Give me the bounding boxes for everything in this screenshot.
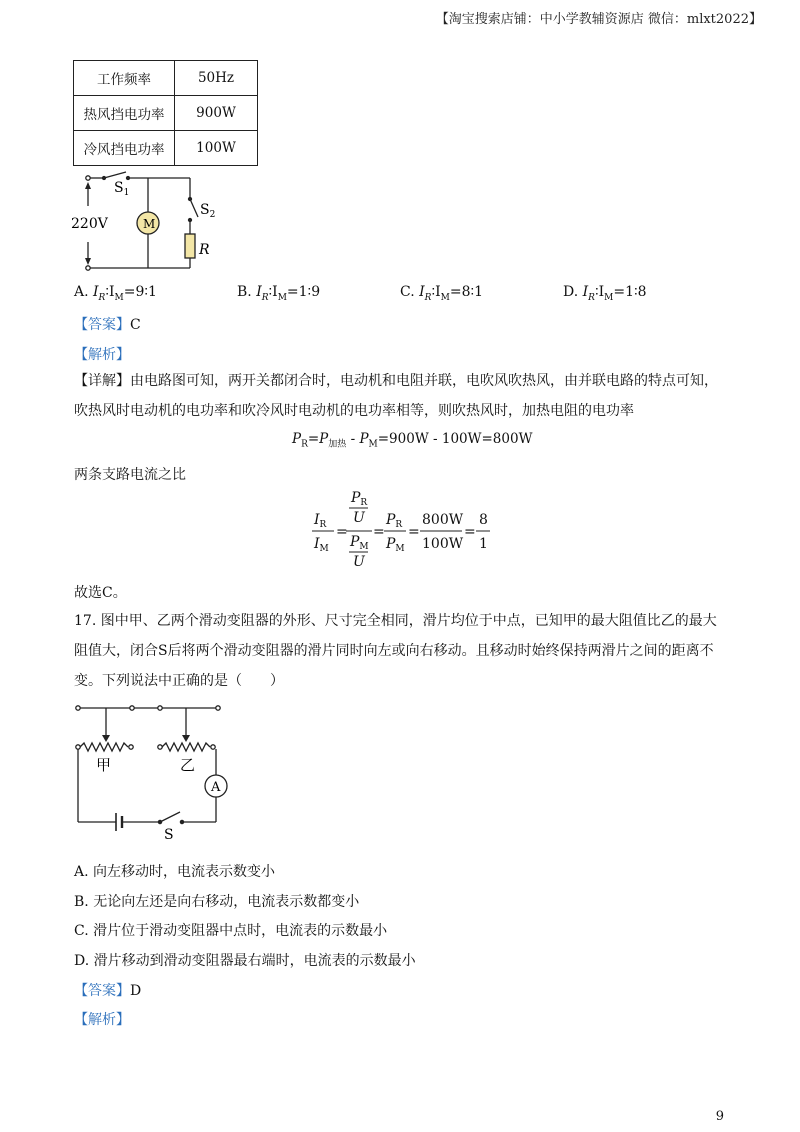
table-cell-value: 900W bbox=[175, 96, 258, 131]
hair-dryer-circuit-diagram bbox=[68, 170, 238, 278]
spec-table bbox=[73, 60, 258, 166]
q17-question-text: 17. 图中甲、乙两个滑动变阻器的外形、尺寸完全相同，滑片均位于中点，已知甲的最大阻值比乙的最大阻值大，闭合S后将两个滑动变阻器的滑片同时向左或向右移动。且移动时始终保持两滑片之间的距离不变。下列说法中正确的是（ ） bbox=[74, 613, 717, 689]
svg-text:=: = bbox=[408, 524, 420, 540]
table-row bbox=[74, 61, 258, 96]
rheostat-circuit-diagram bbox=[70, 700, 240, 840]
q16-answer bbox=[74, 314, 141, 334]
q16-conclusion: 故选C。 bbox=[74, 585, 127, 601]
table-cell-key: 冷风挡电功率 bbox=[74, 131, 175, 166]
rheostat-jia-label: 甲 bbox=[96, 756, 112, 774]
table-cell-value: 100W bbox=[175, 131, 258, 166]
motor-label: M bbox=[143, 217, 156, 231]
svg-text:IM: $I_M$ bbox=[314, 536, 329, 554]
resistor-label: R bbox=[199, 242, 210, 258]
answer-label: 【答案】 bbox=[74, 317, 130, 333]
answer-value: D bbox=[130, 983, 142, 999]
q16-ratio-text: 两条支路电流之比 bbox=[74, 467, 186, 483]
table-cell-value: 50Hz bbox=[175, 61, 258, 96]
q17-answer bbox=[74, 980, 141, 1000]
q17-option-d: D. 滑片移动到滑动变阻器最右端时，电流表的示数最小 bbox=[74, 953, 416, 969]
switch-s-label: S bbox=[164, 827, 174, 840]
q16-option-c: C. $I_R∶I_M=8∶1$ bbox=[400, 284, 484, 303]
svg-text:U: U bbox=[353, 554, 365, 570]
svg-text:100W: 100W bbox=[422, 536, 464, 552]
svg-text:=: = bbox=[373, 524, 385, 540]
svg-text:PR: $P_R$ bbox=[351, 490, 368, 508]
svg-text:PM: $P_M$ bbox=[350, 534, 369, 552]
q16-option-d: D. $I_R∶I_M=1∶8$ bbox=[563, 284, 647, 303]
answer-value: C bbox=[130, 317, 141, 333]
svg-text:U: U bbox=[353, 510, 365, 526]
answer-label: 【答案】 bbox=[74, 983, 130, 999]
rheostat-yi-label: 乙 bbox=[180, 756, 196, 774]
q16-option-b: B. $I_R∶I_M=1∶9$ bbox=[237, 284, 321, 303]
page-number: 9 bbox=[715, 1109, 724, 1124]
svg-text:8: 8 bbox=[479, 512, 488, 528]
svg-text:800W: 800W bbox=[422, 512, 464, 528]
q17-option-c: C. 滑片位于滑动变阻器中点时，电流表的示数最小 bbox=[74, 923, 388, 939]
q17-option-a: A. 向左移动时，电流表示数变小 bbox=[74, 864, 276, 880]
q16-equation-current-ratio bbox=[300, 488, 510, 570]
table-cell-key: 热风挡电功率 bbox=[74, 96, 175, 131]
q16-detail-paragraph: 【详解】由电路图可知，两开关都闭合时，电动机和电阻并联，电吹风吹热风，由并联电路的特点可知，吹热风时电动机的电功率和吹冷风时电动机的电功率相等，则吹热风时，加热电阻的电功率 bbox=[74, 373, 718, 419]
ammeter-label: A bbox=[211, 780, 221, 795]
voltage-label: 220V bbox=[71, 216, 108, 232]
q16-equation-power: $P_R=P_{加热} - P_M=900W - 100W=800W$ bbox=[292, 431, 533, 450]
resistor-icon bbox=[185, 234, 195, 258]
q16-option-a: A. $I_R∶I_M=9∶1$ bbox=[74, 284, 157, 303]
q17-option-b: B. 无论向左还是向右移动，电流表示数都变小 bbox=[74, 894, 360, 910]
table-cell-key: 工作频率 bbox=[74, 61, 175, 96]
q17-analysis-label: 【解析】 bbox=[74, 1012, 130, 1028]
header-shop-text: 【淘宝搜索店铺：中小学教辅资源店 微信：mlxt2022】 bbox=[435, 12, 762, 27]
svg-text:=: = bbox=[336, 524, 348, 540]
svg-text:1: 1 bbox=[479, 536, 488, 552]
svg-text:PM: $P_M$ bbox=[386, 536, 405, 554]
table-row bbox=[74, 96, 258, 131]
q16-analysis-label: 【解析】 bbox=[74, 347, 130, 363]
svg-text:PR: $P_R$ bbox=[386, 512, 403, 530]
switch-s2-label: $S_2$ bbox=[200, 202, 216, 220]
table-row bbox=[74, 131, 258, 166]
switch-s1-label: $S_1$ bbox=[114, 180, 130, 198]
svg-text:=: = bbox=[464, 524, 476, 540]
svg-text:IR: $I_R$ bbox=[314, 512, 327, 530]
